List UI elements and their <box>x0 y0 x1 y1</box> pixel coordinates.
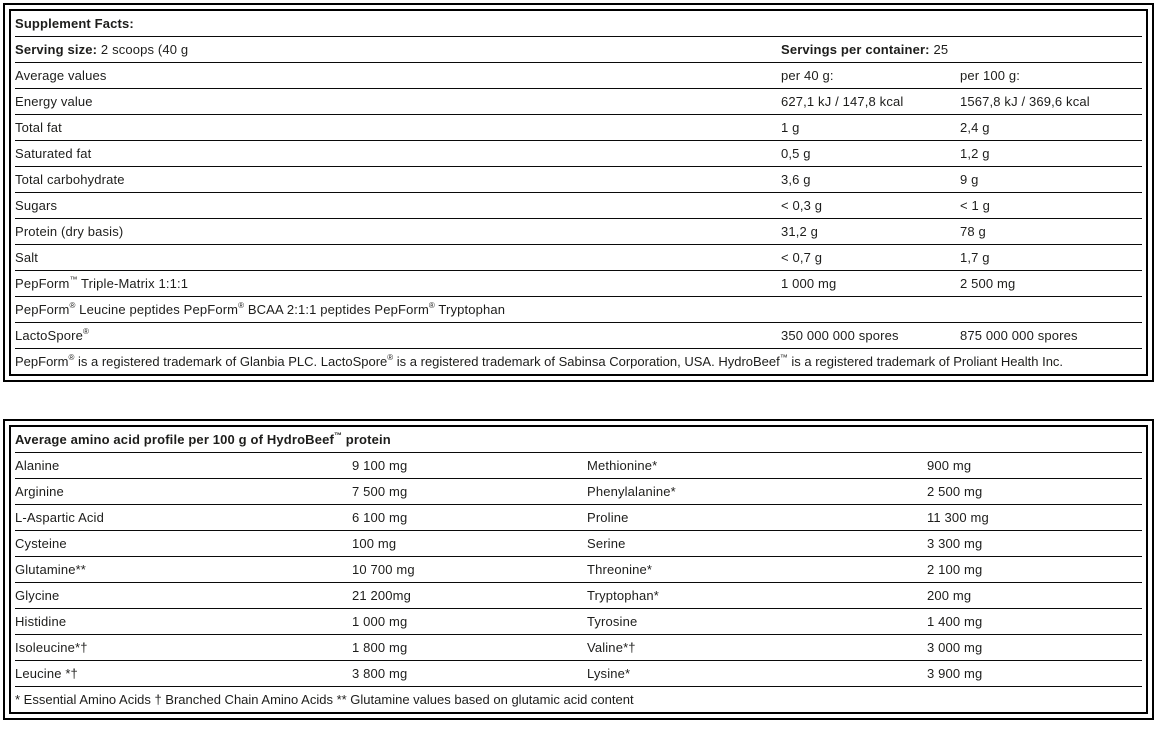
amino-value-left: 9 100 mg <box>352 453 587 479</box>
amino-value-right: 2 100 mg <box>927 557 1142 583</box>
amino-value-left: 1 000 mg <box>352 609 587 635</box>
column-header-per-100g: per 100 g: <box>960 63 1142 89</box>
amino-value-left: 3 800 mg <box>352 661 587 687</box>
value-per-100g: 78 g <box>960 219 1142 245</box>
amino-name-left: Histidine <box>15 609 352 635</box>
amino-acid-row <box>15 635 1142 661</box>
value-per-100g: 1567,8 kJ / 369,6 kcal <box>960 89 1142 115</box>
supplement-facts-title: Supplement Facts: <box>15 11 1142 37</box>
serving-row <box>15 37 1142 63</box>
amino-value-left: 7 500 mg <box>352 479 587 505</box>
amino-acid-title: Average amino acid profile per 100 g of HydroBeef™ protein <box>15 427 1142 453</box>
nutrient-name: Sugars <box>15 193 781 219</box>
amino-value-right: 200 mg <box>927 583 1142 609</box>
amino-name-right: Serine <box>587 531 927 557</box>
value-per-40g: 350 000 000 spores <box>781 323 960 349</box>
nutrient-row <box>15 89 1142 115</box>
amino-value-left: 21 200mg <box>352 583 587 609</box>
serving-size-cell <box>15 37 781 63</box>
nutrient-name: Total carbohydrate <box>15 167 781 193</box>
amino-name-left: Cysteine <box>15 531 352 557</box>
value-per-100g: 1,7 g <box>960 245 1142 271</box>
amino-footnote: * Essential Amino Acids † Branched Chain Amino Acids ** Glutamine values based on glutamic acid content <box>15 692 634 707</box>
amino-value-left: 1 800 mg <box>352 635 587 661</box>
amino-acid-row <box>15 557 1142 583</box>
nutrient-row <box>15 115 1142 141</box>
amino-acid-row <box>15 661 1142 687</box>
nutrient-name: Saturated fat <box>15 141 781 167</box>
amino-acid-panel <box>3 419 1154 720</box>
value-per-100g: 1,2 g <box>960 141 1142 167</box>
value-per-100g: < 1 g <box>960 193 1142 219</box>
amino-name-right: Lysine* <box>587 661 927 687</box>
amino-name-right: Tryptophan* <box>587 583 927 609</box>
amino-value-left: 10 700 mg <box>352 557 587 583</box>
servings-per-container-label: Servings per container: <box>781 42 930 57</box>
nutrient-name: Protein (dry basis) <box>15 219 781 245</box>
value-per-100g: 2,4 g <box>960 115 1142 141</box>
table-title-row <box>15 11 1142 37</box>
nutrient-row <box>15 167 1142 193</box>
amino-acid-footer <box>15 687 1142 712</box>
amino-footnote-row <box>15 687 1142 712</box>
amino-name-right: Tyrosine <box>587 609 927 635</box>
supplement-facts-footer <box>15 349 1142 374</box>
amino-acid-rows <box>15 453 1142 687</box>
value-per-100g: 875 000 000 spores <box>960 323 1142 349</box>
column-header-per-40g: per 40 g: <box>781 63 960 89</box>
nutrient-row <box>15 245 1142 271</box>
amino-acid-row <box>15 453 1142 479</box>
amino-acid-row <box>15 531 1142 557</box>
amino-name-right: Methionine* <box>587 453 927 479</box>
supplement-facts-table <box>9 9 1148 376</box>
amino-acid-table <box>9 425 1148 714</box>
value-per-100g: 9 g <box>960 167 1142 193</box>
value-per-40g: 31,2 g <box>781 219 960 245</box>
nutrient-rows <box>15 89 1142 349</box>
amino-value-right: 3 300 mg <box>927 531 1142 557</box>
supplement-facts-panel <box>3 3 1154 382</box>
amino-name-right: Valine*† <box>587 635 927 661</box>
nutrient-row <box>15 271 1142 297</box>
serving-size-value: 2 scoops (40 g <box>100 42 189 57</box>
value-per-40g: 1 000 mg <box>781 271 960 297</box>
nutrient-row <box>15 323 1142 349</box>
amino-title-row <box>15 427 1142 453</box>
value-per-100g: 2 500 mg <box>960 271 1142 297</box>
nutrient-name: LactoSpore® <box>15 323 781 349</box>
nutrient-row <box>15 297 1142 323</box>
amino-name-right: Phenylalanine* <box>587 479 927 505</box>
amino-value-left: 100 mg <box>352 531 587 557</box>
amino-name-left: Alanine <box>15 453 352 479</box>
serving-size-label: Serving size: <box>15 42 98 57</box>
amino-name-left: Leucine *† <box>15 661 352 687</box>
nutrient-name: Energy value <box>15 89 781 115</box>
amino-acid-row <box>15 609 1142 635</box>
amino-value-right: 2 500 mg <box>927 479 1142 505</box>
nutrient-name: Salt <box>15 245 781 271</box>
amino-value-right: 3 000 mg <box>927 635 1142 661</box>
amino-acid-row <box>15 505 1142 531</box>
servings-per-container-value: 25 <box>933 42 949 57</box>
value-per-40g: < 0,3 g <box>781 193 960 219</box>
servings-per-container-cell <box>781 37 1142 63</box>
amino-acid-row <box>15 479 1142 505</box>
nutrient-row <box>15 141 1142 167</box>
value-per-40g: 627,1 kJ / 147,8 kcal <box>781 89 960 115</box>
nutrient-name: PepForm™ Triple-Matrix 1:1:1 <box>15 271 781 297</box>
trademark-footnote: PepForm® is a registered trademark of Glanbia PLC. LactoSpore® is a registered trademark of Sabinsa Corporation, USA. HydroBeef™ is a registered trademark of Proliant Health Inc. <box>15 352 1064 369</box>
column-header-average-values: Average values <box>15 63 781 89</box>
value-per-40g: 0,5 g <box>781 141 960 167</box>
amino-value-right: 11 300 mg <box>927 505 1142 531</box>
column-header-row <box>15 63 1142 89</box>
amino-value-left: 6 100 mg <box>352 505 587 531</box>
trademark-footnote-row <box>15 349 1142 374</box>
amino-name-right: Proline <box>587 505 927 531</box>
amino-value-right: 1 400 mg <box>927 609 1142 635</box>
value-per-40g: < 0,7 g <box>781 245 960 271</box>
supplement-facts-header <box>15 11 1142 89</box>
value-per-40g: 3,6 g <box>781 167 960 193</box>
amino-name-left: Arginine <box>15 479 352 505</box>
amino-name-left: Glycine <box>15 583 352 609</box>
amino-value-right: 3 900 mg <box>927 661 1142 687</box>
amino-acid-header <box>15 427 1142 453</box>
amino-name-right: Threonine* <box>587 557 927 583</box>
nutrient-name: Total fat <box>15 115 781 141</box>
value-per-40g: 1 g <box>781 115 960 141</box>
amino-name-left: L-Aspartic Acid <box>15 505 352 531</box>
amino-name-left: Glutamine** <box>15 557 352 583</box>
nutrient-name: PepForm® Leucine peptides PepForm® BCAA 2:1:1 peptides PepForm® Tryptophan <box>15 297 1142 323</box>
nutrient-row <box>15 219 1142 245</box>
nutrient-row <box>15 193 1142 219</box>
amino-acid-row <box>15 583 1142 609</box>
amino-value-right: 900 mg <box>927 453 1142 479</box>
amino-name-left: Isoleucine*† <box>15 635 352 661</box>
